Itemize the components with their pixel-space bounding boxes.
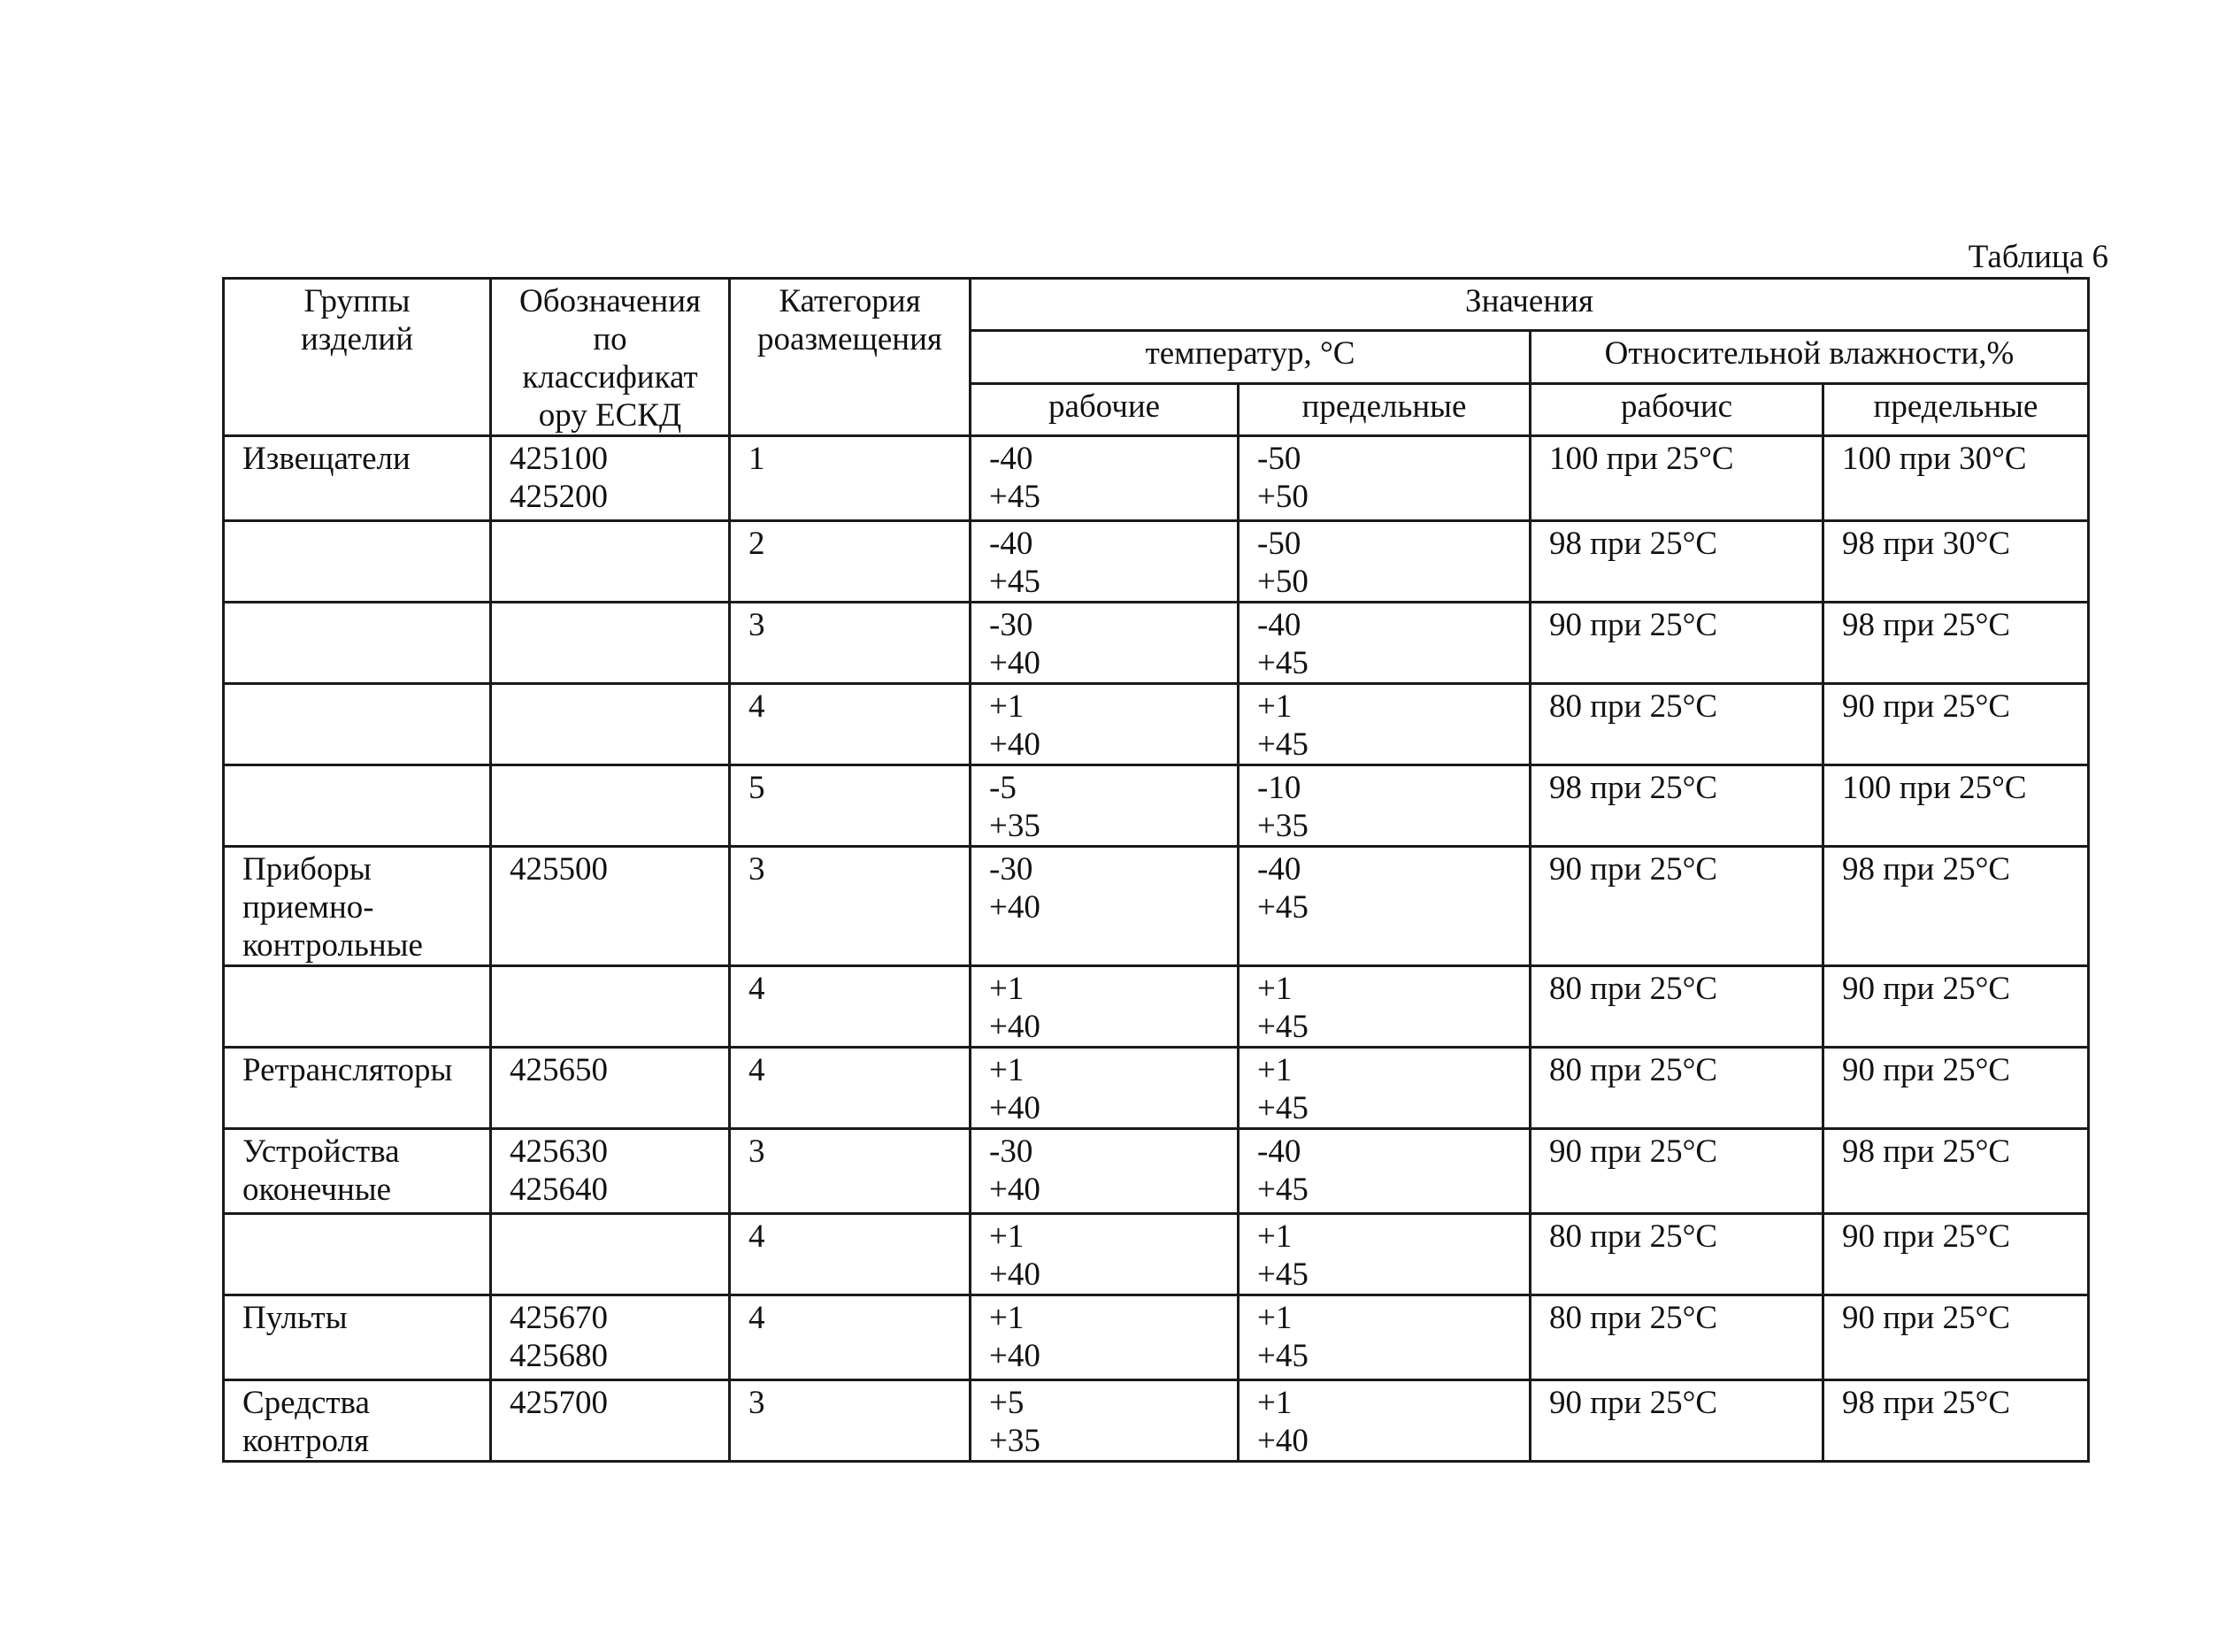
table-caption: Таблица 6 <box>1968 239 2108 275</box>
cell-temp-working: +1 +40 <box>971 1048 1239 1129</box>
cell-hum-working: 80 при 25°С <box>1531 1295 1823 1380</box>
cell-temp-limit: +1 +45 <box>1239 1295 1531 1380</box>
cell-designation: 425630 425640 <box>491 1129 730 1214</box>
cell-group <box>224 1214 491 1295</box>
cell-category: 3 <box>730 847 971 966</box>
cell-group <box>224 684 491 765</box>
cell-temp-working: +5 +35 <box>971 1380 1239 1462</box>
table-row <box>224 1380 2089 1462</box>
data-table <box>222 277 2090 1463</box>
cell-group <box>224 966 491 1048</box>
cell-temp-working: -40 +45 <box>971 436 1239 521</box>
cell-category: 3 <box>730 1129 971 1214</box>
cell-category: 3 <box>730 1380 971 1462</box>
cell-category: 4 <box>730 1214 971 1295</box>
cell-designation <box>491 521 730 603</box>
cell-designation <box>491 603 730 684</box>
header-temperatures: температур, °С <box>971 331 1531 383</box>
cell-hum-limit: 98 при 25°С <box>1823 1380 2089 1462</box>
table-row <box>224 1048 2089 1129</box>
cell-hum-limit: 98 при 25°С <box>1823 1129 2089 1214</box>
cell-designation <box>491 765 730 847</box>
table-row <box>224 684 2089 765</box>
cell-group: Извещатели <box>224 436 491 521</box>
cell-temp-working: -5 +35 <box>971 765 1239 847</box>
cell-group: Ретрансляторы <box>224 1048 491 1129</box>
table-row <box>224 847 2089 966</box>
cell-hum-limit: 90 при 25°С <box>1823 684 2089 765</box>
cell-category: 4 <box>730 1048 971 1129</box>
cell-group: Устройства оконечные <box>224 1129 491 1214</box>
header-category: Категория роазмещения <box>730 279 971 436</box>
cell-designation: 425500 <box>491 847 730 966</box>
table-row <box>224 436 2089 521</box>
header-temp-limit: предельные <box>1239 383 1531 435</box>
cell-category: 1 <box>730 436 971 521</box>
cell-hum-limit: 98 при 25°С <box>1823 603 2089 684</box>
cell-temp-working: -30 +40 <box>971 603 1239 684</box>
header-group: Группы изделий <box>224 279 491 436</box>
cell-group <box>224 521 491 603</box>
cell-designation: 425700 <box>491 1380 730 1462</box>
cell-designation: 425650 <box>491 1048 730 1129</box>
cell-group: Пульты <box>224 1295 491 1380</box>
cell-group <box>224 603 491 684</box>
cell-hum-limit: 100 при 30°С <box>1823 436 2089 521</box>
header-values: Значения <box>971 279 2089 331</box>
cell-hum-working: 90 при 25°С <box>1531 847 1823 966</box>
cell-designation <box>491 1214 730 1295</box>
cell-designation <box>491 966 730 1048</box>
cell-hum-working: 90 при 25°С <box>1531 1380 1823 1462</box>
cell-group <box>224 765 491 847</box>
cell-hum-limit: 100 при 25°С <box>1823 765 2089 847</box>
cell-temp-working: -40 +45 <box>971 521 1239 603</box>
cell-hum-limit: 90 при 25°С <box>1823 1214 2089 1295</box>
cell-temp-limit: +1 +45 <box>1239 1214 1531 1295</box>
cell-temp-working: +1 +40 <box>971 1214 1239 1295</box>
header-row-1 <box>224 279 2089 331</box>
cell-temp-limit: -50 +50 <box>1239 521 1531 603</box>
table-row <box>224 521 2089 603</box>
cell-temp-working: +1 +40 <box>971 1295 1239 1380</box>
cell-category: 5 <box>730 765 971 847</box>
cell-temp-limit: -40 +45 <box>1239 1129 1531 1214</box>
header-temp-working: рабочие <box>971 383 1239 435</box>
cell-temp-limit: -40 +45 <box>1239 603 1531 684</box>
cell-temp-working: -30 +40 <box>971 1129 1239 1214</box>
cell-hum-working: 90 при 25°С <box>1531 1129 1823 1214</box>
cell-hum-limit: 90 при 25°С <box>1823 1048 2089 1129</box>
cell-temp-limit: +1 +45 <box>1239 966 1531 1048</box>
table-row <box>224 1129 2089 1214</box>
header-designation: Обозначения по классификат ору ЕСКД <box>491 279 730 436</box>
cell-category: 3 <box>730 603 971 684</box>
cell-temp-working: +1 +40 <box>971 966 1239 1048</box>
cell-hum-limit: 98 при 30°С <box>1823 521 2089 603</box>
cell-hum-limit: 90 при 25°С <box>1823 966 2089 1048</box>
header-humidity: Относительной влажности,% <box>1531 331 2089 383</box>
cell-designation: 425670 425680 <box>491 1295 730 1380</box>
cell-temp-working: +1 +40 <box>971 684 1239 765</box>
table-row <box>224 765 2089 847</box>
cell-category: 4 <box>730 1295 971 1380</box>
cell-temp-limit: -40 +45 <box>1239 847 1531 966</box>
cell-temp-working: -30 +40 <box>971 847 1239 966</box>
header-hum-working: рабочис <box>1531 383 1823 435</box>
cell-category: 4 <box>730 966 971 1048</box>
cell-temp-limit: -10 +35 <box>1239 765 1531 847</box>
cell-hum-working: 98 при 25°С <box>1531 765 1823 847</box>
cell-hum-working: 80 при 25°С <box>1531 966 1823 1048</box>
cell-hum-working: 98 при 25°С <box>1531 521 1823 603</box>
cell-group: Приборы приемно- контрольные <box>224 847 491 966</box>
header-hum-limit: предельные <box>1823 383 2089 435</box>
table-row <box>224 966 2089 1048</box>
cell-hum-working: 90 при 25°С <box>1531 603 1823 684</box>
cell-category: 4 <box>730 684 971 765</box>
cell-hum-working: 80 при 25°С <box>1531 1214 1823 1295</box>
cell-hum-working: 80 при 25°С <box>1531 684 1823 765</box>
cell-temp-limit: +1 +45 <box>1239 1048 1531 1129</box>
cell-hum-working: 80 при 25°С <box>1531 1048 1823 1129</box>
cell-temp-limit: +1 +45 <box>1239 684 1531 765</box>
table-row <box>224 1295 2089 1380</box>
cell-hum-limit: 90 при 25°С <box>1823 1295 2089 1380</box>
cell-temp-limit: -50 +50 <box>1239 436 1531 521</box>
cell-designation <box>491 684 730 765</box>
cell-group: Средства контроля <box>224 1380 491 1462</box>
table-row <box>224 603 2089 684</box>
cell-temp-limit: +1 +40 <box>1239 1380 1531 1462</box>
table-row <box>224 1214 2089 1295</box>
cell-category: 2 <box>730 521 971 603</box>
cell-designation: 425100 425200 <box>491 436 730 521</box>
cell-hum-limit: 98 при 25°С <box>1823 847 2089 966</box>
cell-hum-working: 100 при 25°С <box>1531 436 1823 521</box>
